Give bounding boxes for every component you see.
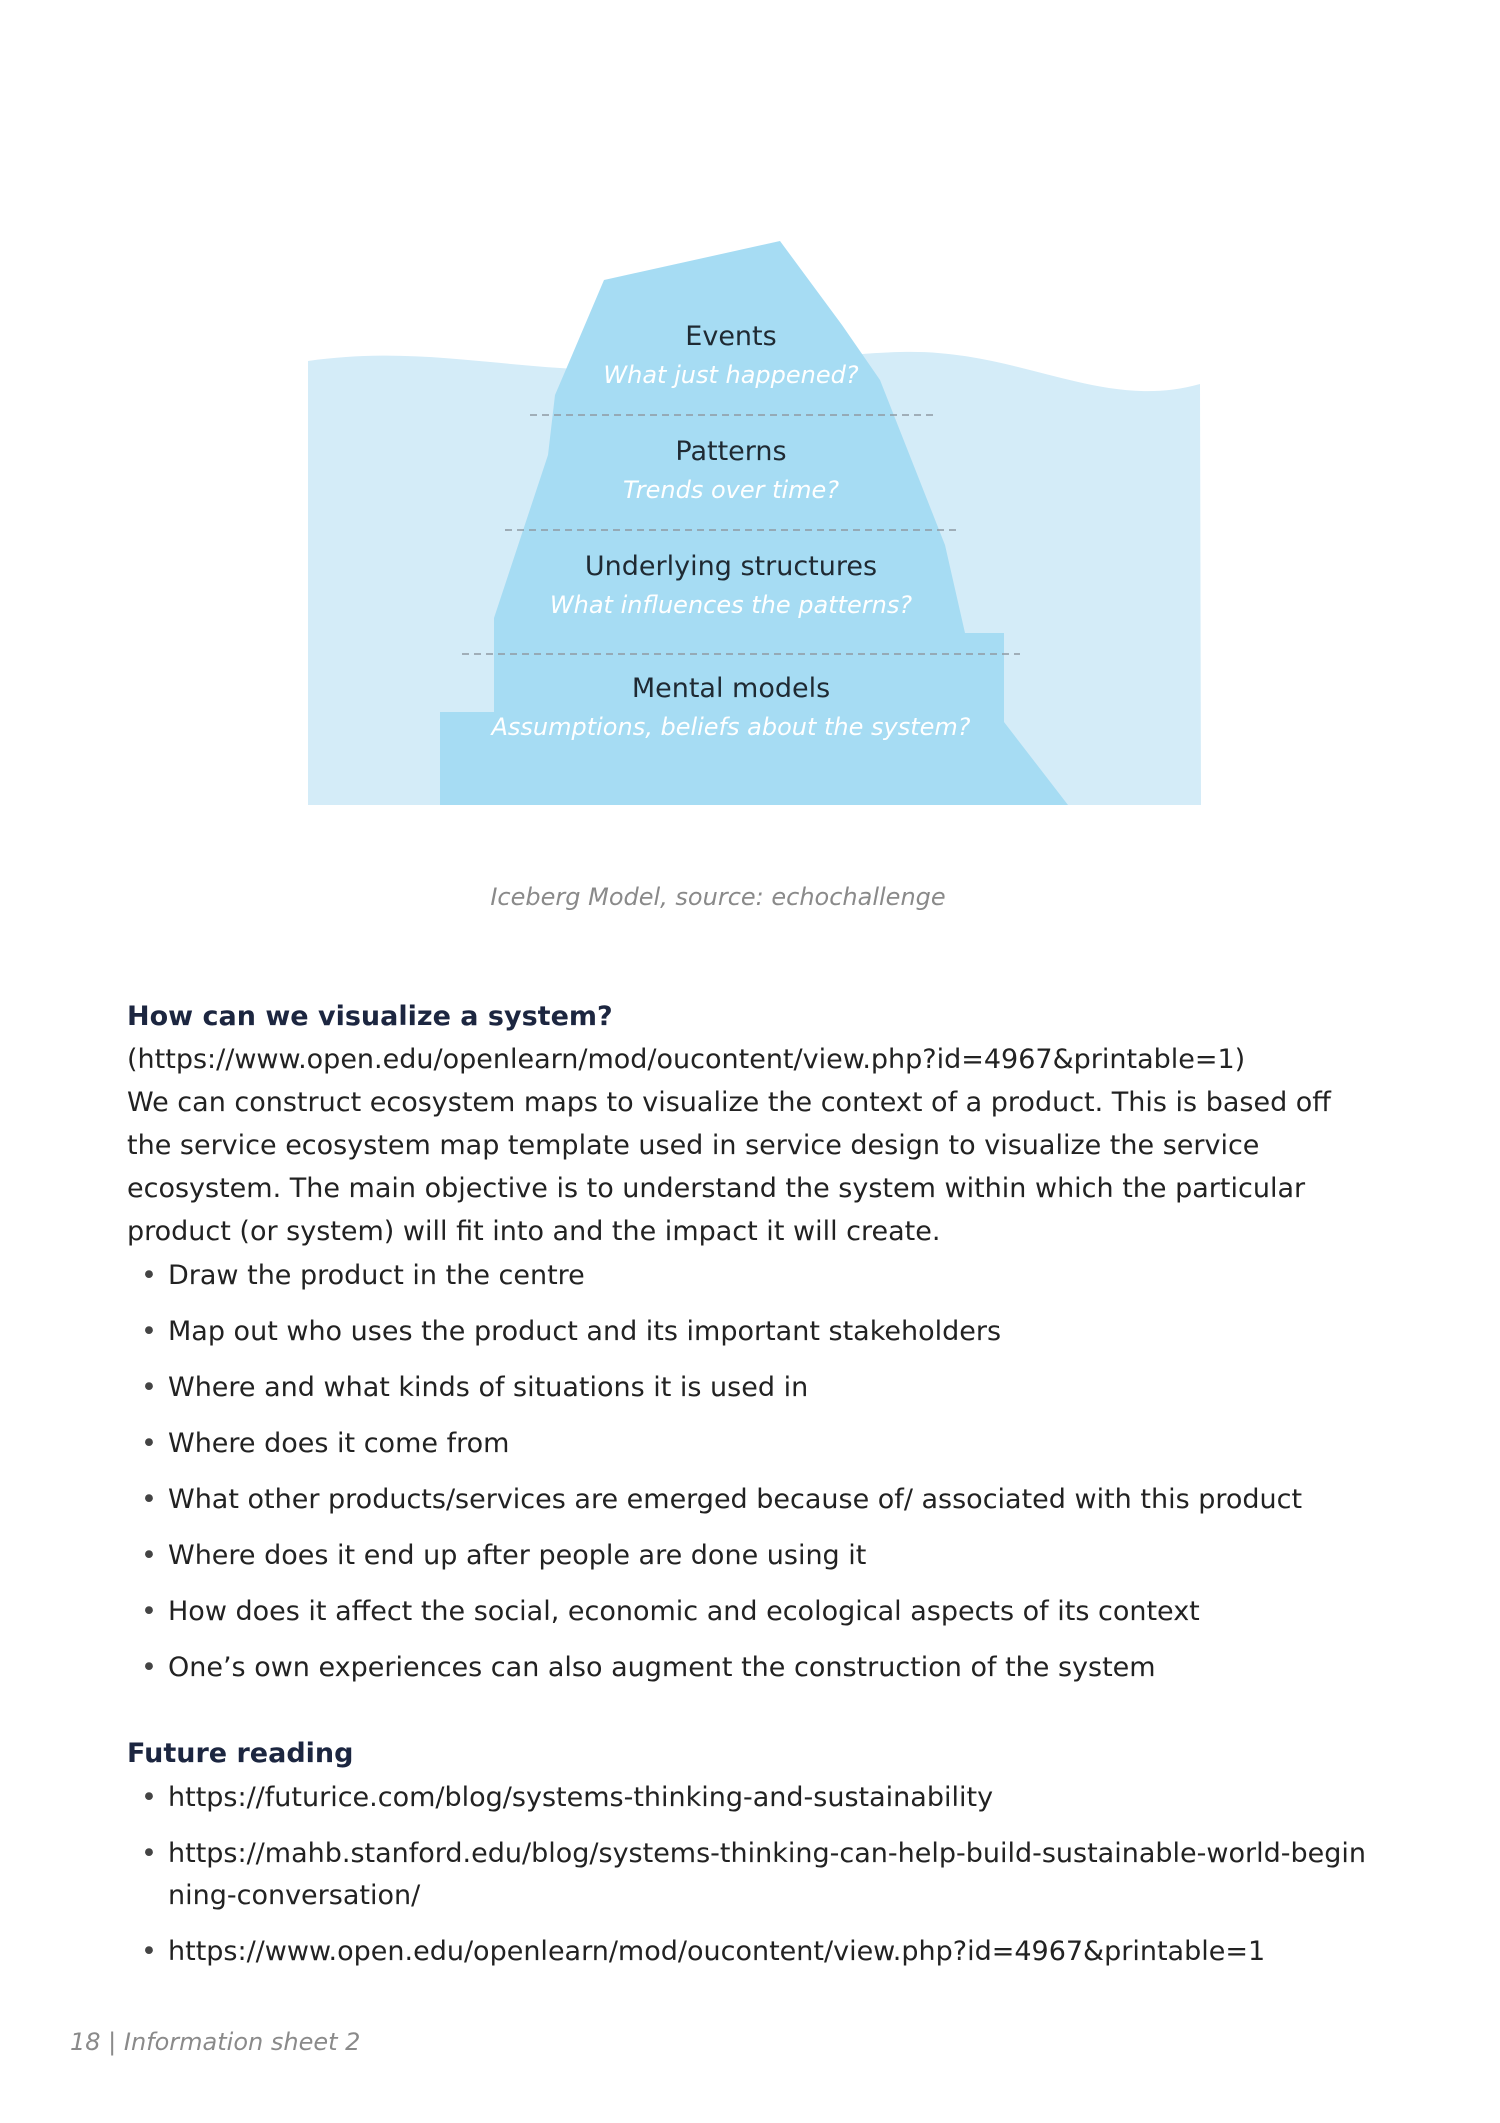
bullet-icon: • xyxy=(141,1260,157,1291)
layer-patterns-title: Patterns xyxy=(675,436,787,467)
layer-patterns-subtitle: Trends over time? xyxy=(622,476,840,504)
reading-link[interactable]: • https://www.open.edu/openlearn/mod/oucontent/view.php?id=4967&printable=1 xyxy=(127,1931,1377,1973)
layer-structures-title: Underlying structures xyxy=(584,551,878,582)
layer-structures-subtitle: What influences the patterns? xyxy=(549,591,913,619)
section-heading-visualize: How can we visualize a system? xyxy=(127,1001,613,1032)
layer-events-subtitle: What just happened? xyxy=(603,361,859,389)
list-item: • Map out who uses the product and its important stakeholders xyxy=(127,1311,1377,1353)
bullet-icon: • xyxy=(141,1838,157,1869)
list-item: • What other products/services are emerged because of/ associated with this product xyxy=(127,1479,1377,1521)
intro-paragraph: We can construct ecosystem maps to visualize the context of a product. This is based off the service ecosystem map template used in service design to visualize the service ecosystem. The main objective is to understand the system within which the particular product (or system) will fit into and the impact it will create. xyxy=(127,1087,1331,1247)
bullet-icon: • xyxy=(141,1596,157,1627)
bullet-icon: • xyxy=(141,1652,157,1683)
list-item: • Where does it come from xyxy=(127,1423,1377,1465)
list-item: • How does it affect the social, economic and ecological aspects of its context xyxy=(127,1591,1377,1633)
reading-link[interactable]: • https://futurice.com/blog/systems-thinking-and-sustainability xyxy=(127,1777,1377,1819)
layer-mental-models-title: Mental models xyxy=(631,673,831,704)
bullet-icon: • xyxy=(141,1484,157,1515)
bullet-icon: • xyxy=(141,1936,157,1967)
list-item: • Draw the product in the centre xyxy=(127,1255,1377,1297)
layer-events-title: Events xyxy=(685,321,777,352)
iceberg-model-figure xyxy=(0,0,1500,830)
bullet-icon: • xyxy=(141,1428,157,1459)
visualize-steps-list xyxy=(127,1255,1377,1689)
page-footer: 18 | Information sheet 2 xyxy=(70,2028,361,2056)
list-item: • One’s own experiences can also augment the construction of the system xyxy=(127,1647,1377,1689)
list-item: • Where does it end up after people are done using it xyxy=(127,1535,1377,1577)
bullet-icon: • xyxy=(141,1782,157,1813)
bullet-icon: • xyxy=(141,1540,157,1571)
future-reading-list xyxy=(127,1777,1377,1973)
main-content xyxy=(127,996,1377,1987)
layer-mental-models-subtitle: Assumptions, beliefs about the system? xyxy=(491,713,971,741)
reading-link[interactable]: • https://mahb.stanford.edu/blog/systems-thinking-can-help-build-sustainable-world-beginning-conversation/ xyxy=(127,1833,1377,1917)
source-url[interactable]: (https://www.open.edu/openlearn/mod/oucontent/view.php?id=4967&printable=1) xyxy=(127,1044,1246,1075)
bullet-icon: • xyxy=(141,1372,157,1403)
bullet-icon: • xyxy=(141,1316,157,1347)
figure-caption: Iceberg Model, source: echochallenge xyxy=(490,883,946,911)
section-heading-future-reading: Future reading xyxy=(127,1738,354,1769)
list-item: • Where and what kinds of situations it is used in xyxy=(127,1367,1377,1409)
